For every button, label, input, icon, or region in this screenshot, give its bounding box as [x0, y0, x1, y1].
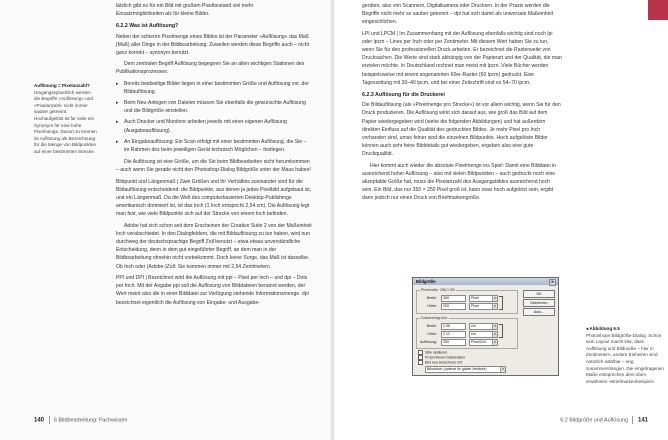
dialog-title: Bildgröße: [416, 279, 436, 284]
resolution-unit-select[interactable]: [469, 339, 498, 346]
section-heading-622: 6.2.2 Was ist Auflösung?: [116, 23, 179, 30]
chevron-down-icon: ▾: [492, 296, 497, 301]
chevron-down-icon: ▾: [492, 340, 497, 345]
bullet-item: ▸ Bereits beidseitige Bilder liegen in einer bestimmten Größe und Auflösung vor, der Bildauflösung.: [116, 80, 312, 96]
bullet-item: ▸ An Eingabeauflösung: Ein Scan erfolgt mit einer bestimmten Auflösung, die Sie – im Rahmen des beim jeweiligen Gerät technisch Möglichen – festlegen.: [116, 138, 312, 154]
section-heading-623: 6.2.3 Auflösung für die Druckerei: [362, 92, 445, 99]
unit-value: Pixel: [471, 296, 479, 300]
pixel-width-unit-select[interactable]: [469, 295, 498, 302]
pixel-height-input[interactable]: 250: [441, 303, 466, 310]
pixel-dimensions-group: [416, 290, 518, 314]
chevron-down-icon: ▾: [492, 332, 497, 337]
cancel-button[interactable]: Abbrechen: [523, 299, 555, 307]
checkbox-label: Proportionen beibehalten: [425, 355, 466, 360]
doc-width-unit-select[interactable]: [469, 323, 498, 330]
auto-button[interactable]: Auto...: [523, 308, 555, 316]
pixel-height-unit-select[interactable]: [469, 303, 498, 310]
doc-height-unit-select[interactable]: [469, 331, 498, 338]
resolution-input[interactable]: 300: [441, 339, 466, 346]
resolution-row: [417, 339, 517, 345]
chevron-down-icon: ▾: [492, 304, 497, 309]
link-bracket-icon: [499, 296, 503, 310]
left-footer: [34, 416, 127, 424]
close-icon[interactable]: ✕: [550, 280, 554, 284]
paragraph: Dem zentralen Begriff Auflösung begegnen Sie an allen wichtigen Stationen des Publikationsprozesses:: [116, 61, 305, 76]
marginal-note: [34, 83, 98, 156]
bullet-item: ▸ Beim Neu-Anlegen von Dateien müssen Sie ebenfalls die gewünschte Auflösung und die Bildgröße einstellen.: [116, 99, 312, 115]
page-number: 141: [637, 417, 648, 424]
field-label: Breite:: [426, 296, 437, 300]
unit-value: cm: [471, 324, 476, 328]
bullet-item: ▸ Auch Drucker und Monitore arbeiten jeweils mit einer eigenen Auflösung (Ausgabeauflösung).: [116, 118, 312, 134]
doc-height-input[interactable]: 2,12: [441, 331, 466, 338]
marginal-note-title: Auflösung = Pixelanzahl?: [34, 83, 90, 88]
chevron-down-icon: ▾: [500, 367, 505, 372]
paragraph: PPI und DPI | Bezeichnet wird die Auflösung mit ppi – Pixel per inch – und dpi – Dots per Inch. Mit der Angabe ppi soll die Auflösung von Bilddateien benannt werden, der Wert meint also die in einer Bilddatei zur Verfügung stehende Informationsmenge. dpi bezeichnet eigentlich die Auflösung von Eingabe- und Ausgabe-: [116, 274, 309, 306]
paragraph: Bildpunkt und Längenmaß | Zwei Größen und ihr Verhältnis zueinander sind für die Bildauflösung entscheidend: die Bildpunkte, aus denen ja jedes Pixelbild aufgebaut ist, und ein Längenmaß. Da die Welt des computerbasierten Desktop-Publishings amerikanisch dominiert ist, ist das Inch (1 Inch entspricht 2,54 cm). Die Auflösung legt man fest, wie viele Bildpunkte sich auf der Strecke von einem Inch befinden.: [116, 178, 312, 218]
paragraph: Die Auflösung ist eine Größe, um die Sie beim Bildbearbeiten nicht herumkommen – auch wenn Sie gerade nicht den Photoshop-Dialog Bildgröße unter der Maus haben!: [116, 159, 311, 174]
unit-value: cm: [471, 332, 476, 336]
field-label: Höhe:: [427, 332, 437, 336]
page-number: 140: [34, 417, 45, 424]
figure-caption: [586, 326, 664, 385]
chapter-tab: [648, 0, 668, 20]
paragraph: Hier kommt auch wieder die absolute Pixelmenge ins Spiel: Damit eine Bilddatei in ausreichend hoher Auflösung – also mit vielen Bildpunkten – auch gedruckt noch eine akzeptable Größe hat, muss die Pixelanzahl des Ausgangsbildes ausreichend hoch sein. Ein Bild, das nur 350 × 250 Pixel groß ist, kann zwar hoch aufgelöst sein, ergibt dann jedoch nur einen Druck von Briefmarkengröße.: [362, 162, 557, 202]
unit-value: Pixel/Zoll: [471, 340, 486, 344]
doc-width-input[interactable]: 2,96: [441, 323, 466, 330]
paragraph: Die Bildauflösung (als »Pixelmenge pro Strecke«) ist vor allem wichtig, wenn Sie für den Druck produzieren. Die Auflösung wirkt sich darauf aus, wie groß das Bild auf dem Papier wiedergegeben wird (siehe die folgenden Abbildungen) und hat außerdem direkten Einfluss auf die Qualität des gedruckten Bildes. Je mehr Pixel pro Inch vorhanden sind, umso feiner sind die einzelnen Bildpunkte. Hoch aufgelöste Bilder können auch sehr feine Bilddetails gut wiedergeben, ergeben also eine gute Druckqualität.: [362, 102, 561, 158]
figure-caption-title: [586, 326, 664, 333]
resample-method-value: Bikubisch (optimal für glatte Verläufe): [427, 367, 487, 371]
paragraph: Neben der schieren Pixelmenge eines Bildes ist der Parameter »Auflösung« das Maß (Maß) aller Dinge in der Bildbearbeitung. Zuweilen werden diese Begriffe auch – nicht ganz korrekt – synonym benutzt.: [116, 33, 310, 57]
caption-title-text: Abbildung 6.5: [589, 326, 620, 331]
unit-value: Pixel: [471, 304, 479, 308]
checkbox-label: Bild neu berechnen mit:: [425, 360, 463, 365]
paragraph: geräten, also von Scannern, Digitalkamera oder Druckern. In der Praxis werden die Begriffe nicht mehr so sauber getrennt – dpi hat sich damit als universale Maßeinheit eingeschlichen.: [362, 3, 554, 26]
resample-method-select[interactable]: [425, 366, 506, 373]
ok-button[interactable]: OK: [523, 290, 555, 298]
footer-divider: [632, 416, 633, 424]
intro-line-2: Einsatzmöglichkeiten als für kleine Bilder.: [116, 11, 210, 18]
field-label: Auflösung:: [420, 340, 437, 344]
chevron-down-icon: ▾: [492, 324, 497, 329]
pixel-dimensions-label: Pixelmaße: 256,1 KB: [421, 288, 455, 292]
pixel-width-input[interactable]: 350: [441, 295, 466, 302]
document-size-label: Dokumentgröße:: [421, 316, 448, 320]
right-page: [334, 0, 668, 440]
document-size-group: [416, 318, 518, 349]
footer-divider: [49, 416, 50, 424]
caption-marker: ◂: [586, 326, 590, 331]
footer-chapter: 6.2 Bildgröße und Auflösung: [560, 417, 628, 424]
left-body-text: [116, 2, 312, 310]
footer-chapter: 6 Bildbearbeitung: Fachwissen: [54, 417, 128, 424]
figure-caption-text: Photoshops Bildgröße-Dialog. Schon sein Layout macht klar, dass Auflösung und Bildmaße – hier in Zentimetern, andere Einheiten sind natürlich wählbar – eng zusammenhängen. Die eingetragenen Maße entsprechen dem oben erwähnten »Briefmarkenbeispiel«.: [586, 332, 664, 384]
dialog-title-bar: [413, 278, 558, 285]
field-label: Breite:: [426, 324, 437, 328]
right-footer: [560, 416, 648, 424]
field-label: Höhe:: [427, 304, 437, 308]
resample-checkbox[interactable]: [418, 360, 463, 365]
paragraph: LPI und LPCM | Im Zusammenhang mit der Auflösung ebenfalls wichtig sind noch lpi oder lpcm – Lines per Inch oder per Zentimeter. Mit diesem Wert haben Sie zu tun, wenn Sie für den professionellen Druck arbeiten. Er bezeichnet die Rasterweite von Drucksachen. Die Werte sind stark abhängig von der Papierart und der Qualität, die man erzielen möchte. In Deutschland rechnet man meist mit lpcm. Viele Bücher werden beispielsweise mit einem sogenannten 60er-Raster (60 lpcm) gedruckt. Eine Tageszeitung mit 30–40 lpcm, und bei einer Zeitschrift sind es 54–70 lpcm.: [362, 30, 562, 86]
image-size-dialog: [412, 277, 559, 376]
intro-line-1: lätzlich gibt es für ein Bild mit großem Pixelbestand viel mehr: [116, 3, 254, 9]
checkbox-label: Stile skalieren: [425, 350, 448, 355]
paragraph: Adobe hat sich schon seit dem Erscheinen der Creative Suite 2 von der Maßeinheit Inch verabschiedet. In den Dialogfeldern, die mit Bildauflösung zu tun haben, wird nun durchweg der deutschsprachige Begriff Zoll benutzt – etwa etwas unverständliche Entscheidung, denn in dem gut eingeführter Begriff, an dem man in der Bildbearbeitung ohnehin nicht vorbeikommt. Doch keine Sorge, das Maß ist dasselbe. Ob Inch oder (Adobe-)Zoll: Sie kommen immer mit 2,54 Zentimetern.: [116, 222, 312, 270]
link-bracket-icon: [499, 324, 503, 338]
marginal-note-text: Umgangssprachlich werden die Begriffe »Auflösung« und »Pixelanzahl« nicht immer sauber getrennt. Hochaufgelöst ist für viele ein Synonym für eine hohe Pixelmenge. Davon zu trennen ist Auflösung als Bezeichnung für die Menge von Bildpunkten auf einer bestimmten Strecke.: [34, 89, 97, 154]
right-body-text: [362, 2, 562, 206]
